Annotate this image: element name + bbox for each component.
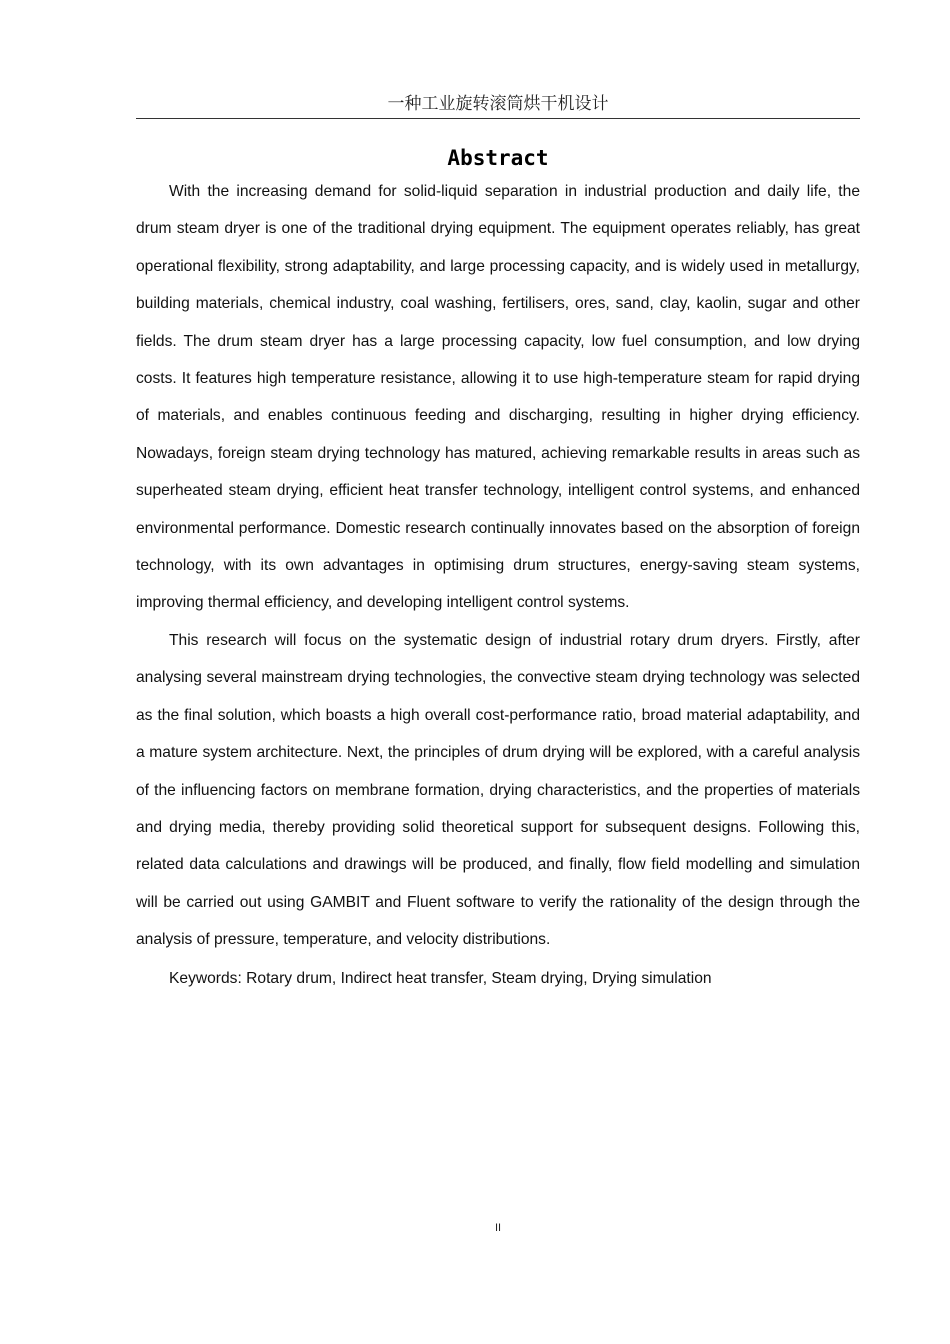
abstract-paragraph-2: This research will focus on the systematic design of industrial rotary drum dryers. Firstly, after analysing several mainstream drying technologies, the convective steam drying technology was selected as the final solution, which boasts a high overall cost-performance ratio, broad material adaptability, and a mature system architecture. Next, the principles of drum drying will be explored, with a careful analysis of the influencing factors on membrane formation, drying characteristics, and the properties of materials and drying media, thereby providing solid theoretical support for subsequent designs. Following this, related data calculations and drawings will be produced, and finally, flow field modelling and simulation will be carried out using GAMBIT and Fluent software to verify the rationality of the design through the analysis of pressure, temperature, and velocity distributions. <box>136 631 860 949</box>
header-divider <box>136 118 860 119</box>
keywords-line: Keywords: Rotary drum, Indirect heat transfer, Steam drying, Drying simulation <box>169 969 712 987</box>
page-number: II <box>494 1222 502 1234</box>
abstract-paragraph-1: With the increasing demand for solid-liquid separation in industrial production and daily life, the drum steam dryer is one of the traditional drying equipment. The equipment operates reliably, has great operational flexibility, strong adaptability, and large processing capacity, and is widely used in metallurgy, building materials, chemical industry, coal washing, fertilisers, ores, sand, clay, kaolin, sugar and other fields. The drum steam dryer has a large processing capacity, low fuel consumption, and low drying costs. It features high temperature resistance, allowing it to use high-temperature steam for rapid drying of materials, and enables continuous feeding and discharging, resulting in higher drying efficiency. Nowadays, foreign steam drying technology has matured, achieving remarkable results in areas such as superheated steam drying, efficient heat transfer technology, intelligent control systems, and enhanced environmental performance. Domestic research continually innovates based on the absorption of foreign technology, with its own advantages in optimising drum structures, energy-saving steam systems, improving thermal efficiency, and developing intelligent control systems. <box>136 183 860 612</box>
page-header-title: 一种工业旋转滚筒烘干机设计 <box>387 94 609 114</box>
abstract-body <box>136 173 860 989</box>
abstract-heading: Abstract <box>447 146 549 170</box>
